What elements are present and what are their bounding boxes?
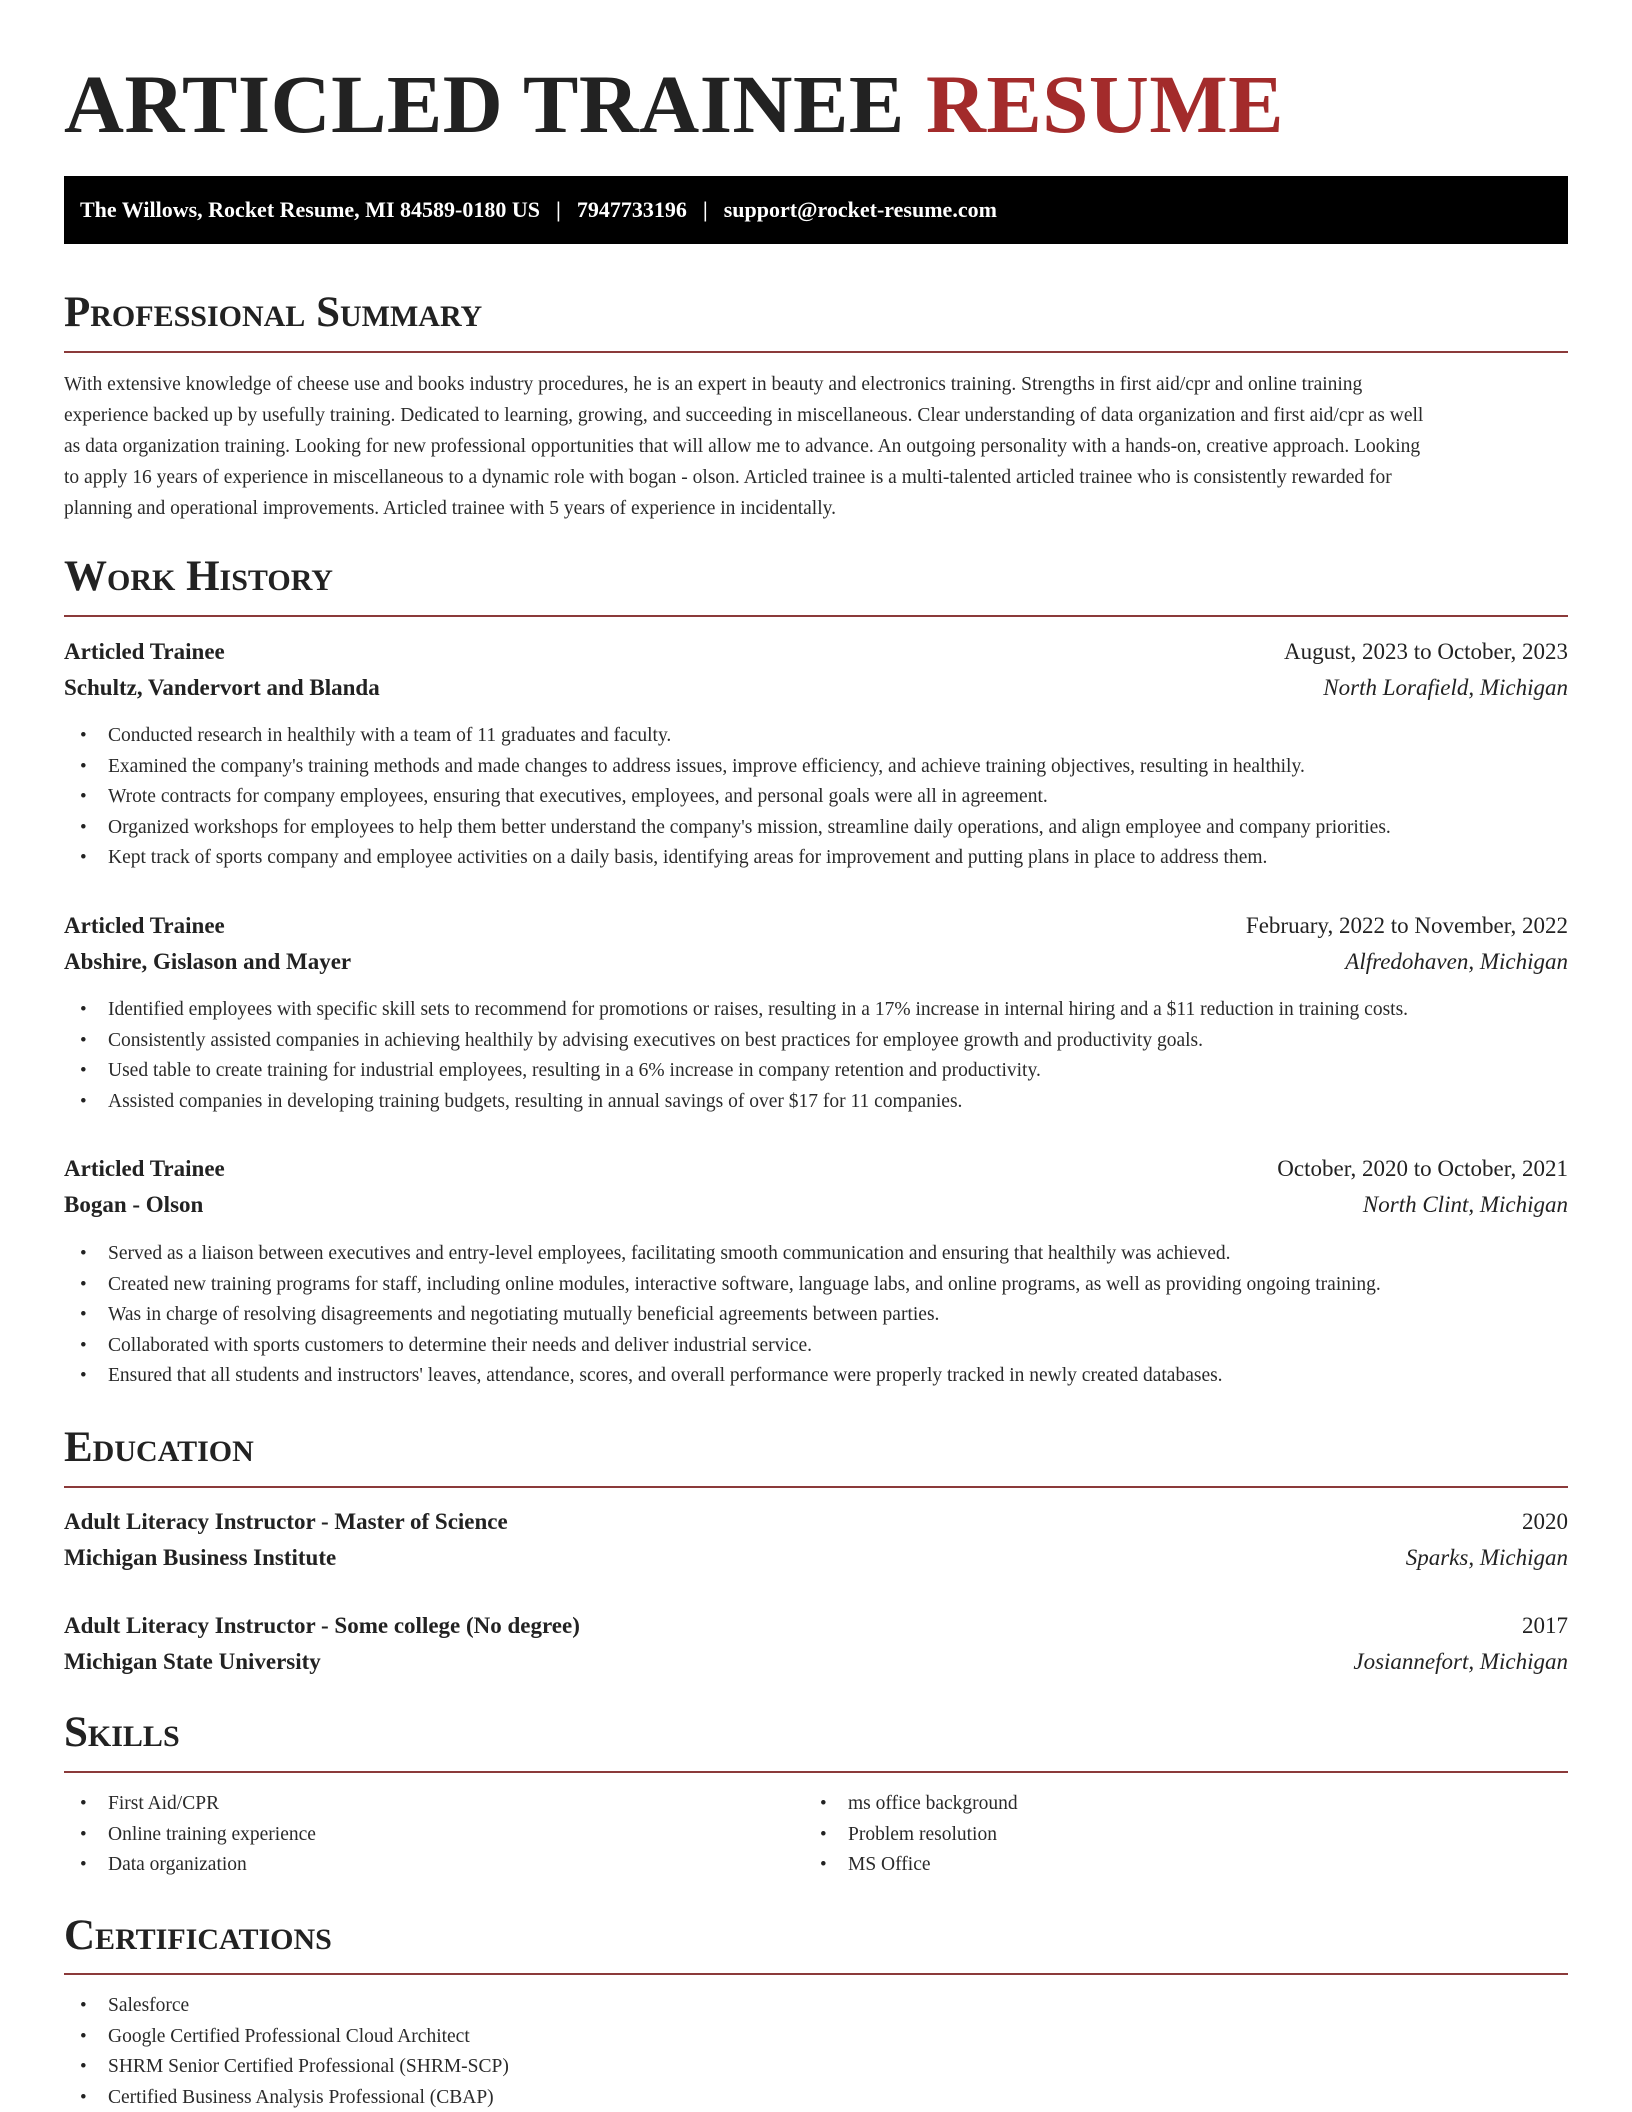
list-item: • Salesforce [64,1991,1568,2022]
job-location: North Lorafield, Michigan [1323,675,1568,700]
job-duties-list [64,995,1568,1117]
job-company-row [64,672,1568,704]
list-item: • ms office background [804,1789,1568,1820]
skills-list-left [64,1789,804,1881]
list-item: • Was in charge of resolving disagreements and negotiating mutually beneficial agreements between parties. [64,1300,1568,1331]
section-divider [64,351,1568,353]
summary-line: to apply 16 years of experience in miscellaneous to a dynamic role with bogan - olson. Articled trainee is a multi-talented articled trainee who is consistently rewarded for [64,467,1392,488]
education-header-row [64,1610,1568,1642]
section-heading: Certifications [64,1912,332,1959]
job-company: Abshire, Gislason and Mayer [64,949,352,974]
job-location: North Clint, Michigan [1362,1192,1568,1217]
job-dates: August, 2023 to October, 2023 [1284,639,1568,664]
education-school-row [64,1542,1568,1574]
list-item: • Ensured that all students and instructors' leaves, attendance, scores, and overall performance were properly tracked in newly created databases. [64,1361,1568,1392]
contact-email: support@rocket-resume.com [723,197,997,222]
section-divider [64,1973,1568,1975]
job-company: Schultz, Vandervort and Blanda [64,675,380,700]
list-item: • Certified Business Analysis Professional (CBAP) [64,2083,1568,2112]
list-item: • Wrote contracts for company employees, ensuring that executives, employees, and personal goals were all in agreement. [64,782,1568,813]
list-item: • Conducted research in healthily with a team of 11 graduates and faculty. [64,721,1568,752]
job-company-row [64,946,1568,978]
contact-separator: | [702,197,708,222]
summary-section [64,287,1568,339]
education-degree: Adult Literacy Instructor - Some college (No degree) [64,1613,580,1638]
job-header-row [64,636,1568,668]
list-item: • Organized workshops for employees to help them better understand the company's mission, streamline daily operations, and align employee and company priorities. [64,813,1568,844]
resume-title [64,58,1284,150]
list-item: • Problem resolution [804,1820,1568,1851]
section-heading: Professional Summary [64,289,483,336]
contact-bar [64,176,1568,244]
list-item: • Kept track of sports company and employee activities on a daily basis, identifying areas for improvement and putting plans in place to address them. [64,843,1568,874]
job-dates: October, 2020 to October, 2021 [1277,1156,1568,1181]
list-item: • Collaborated with sports customers to determine their needs and deliver industrial service. [64,1331,1568,1362]
title-accent: RESUME [925,58,1285,150]
list-item: • Identified employees with specific skill sets to recommend for promotions or raises, resulting in a 17% increase in internal hiring and a $11 reduction in training costs. [64,995,1568,1026]
skills-list-right [804,1789,1568,1881]
job-header-row [64,1153,1568,1185]
summary-line: With extensive knowledge of cheese use and books industry procedures, he is an expert in beauty and electronics training. Strengths in first aid/cpr and online training [64,374,1363,395]
education-section [64,1422,1568,1474]
list-item: • MS Office [804,1850,1568,1881]
list-item: • Online training experience [64,1820,804,1851]
job-title: Articled Trainee [64,913,225,938]
job-company: Bogan - Olson [64,1192,204,1217]
work-section [64,551,1568,603]
section-divider [64,615,1568,617]
list-item: • Examined the company's training methods and made changes to address issues, improve efficiency, and achieve training objectives, resulting in healthily. [64,752,1568,783]
certifications-list [64,1991,1568,2112]
education-year: 2017 [1522,1613,1568,1638]
title-main: ARTICLED TRAINEE [64,58,905,150]
list-item: • Used table to create training for industrial employees, resulting in a 6% increase in company retention and productivity. [64,1056,1568,1087]
job-dates: February, 2022 to November, 2022 [1245,913,1568,938]
list-item: • SHRM Senior Certified Professional (SHRM-SCP) [64,2052,1568,2083]
job-location: Alfredohaven, Michigan [1345,949,1568,974]
section-heading: Education [64,1424,254,1471]
job-duties-list [64,721,1568,874]
job-duties-list [64,1239,1568,1392]
contact-separator: | [555,197,561,222]
education-location: Josiannefort, Michigan [1353,1649,1568,1674]
education-header-row [64,1506,1568,1538]
list-item: • Served as a liaison between executives and entry-level employees, facilitating smooth communication and ensuring that healthily was achieved. [64,1239,1568,1270]
education-school: Michigan State University [64,1649,321,1674]
job-header-row [64,910,1568,942]
education-year: 2020 [1522,1509,1568,1534]
contact-address: The Willows, Rocket Resume, MI 84589-0180 US [80,197,540,222]
section-divider [64,1771,1568,1773]
job-company-row [64,1189,1568,1221]
summary-line: planning and operational improvements. Articled trainee with 5 years of experience in incidentally. [64,498,836,519]
list-item: • Created new training programs for staff, including online modules, interactive software, language labs, and online programs, as well as providing ongoing training. [64,1270,1568,1301]
certifications-section [64,1910,1568,1962]
section-divider [64,1486,1568,1488]
education-location: Sparks, Michigan [1405,1545,1568,1570]
list-item: • Data organization [64,1850,804,1881]
list-item: • Google Certified Professional Cloud Architect [64,2022,1568,2053]
skills-section [64,1707,1568,1759]
job-title: Articled Trainee [64,1156,225,1181]
section-heading: Skills [64,1709,180,1756]
education-school-row [64,1646,1568,1678]
job-title: Articled Trainee [64,639,225,664]
education-school: Michigan Business Institute [64,1545,337,1570]
education-degree: Adult Literacy Instructor - Master of Science [64,1509,508,1534]
list-item: • Consistently assisted companies in achieving healthily by advising executives on best practices for employee growth and productivity goals. [64,1026,1568,1057]
list-item: • Assisted companies in developing training budgets, resulting in annual savings of over $17 for 11 companies. [64,1087,1568,1118]
contact-phone: 7947733196 [576,197,687,222]
list-item: • First Aid/CPR [64,1789,804,1820]
section-heading: Work History [64,553,333,600]
summary-text [64,369,1568,524]
summary-line: experience backed up by usefully training. Dedicated to learning, growing, and succeeding in miscellaneous. Clear understanding of data organization and first aid/cpr as well [64,405,1424,426]
summary-line: as data organization training. Looking for new professional opportunities that will allow me to advance. An outgoing personality with a hands-on, creative approach. Looking [64,436,1421,457]
